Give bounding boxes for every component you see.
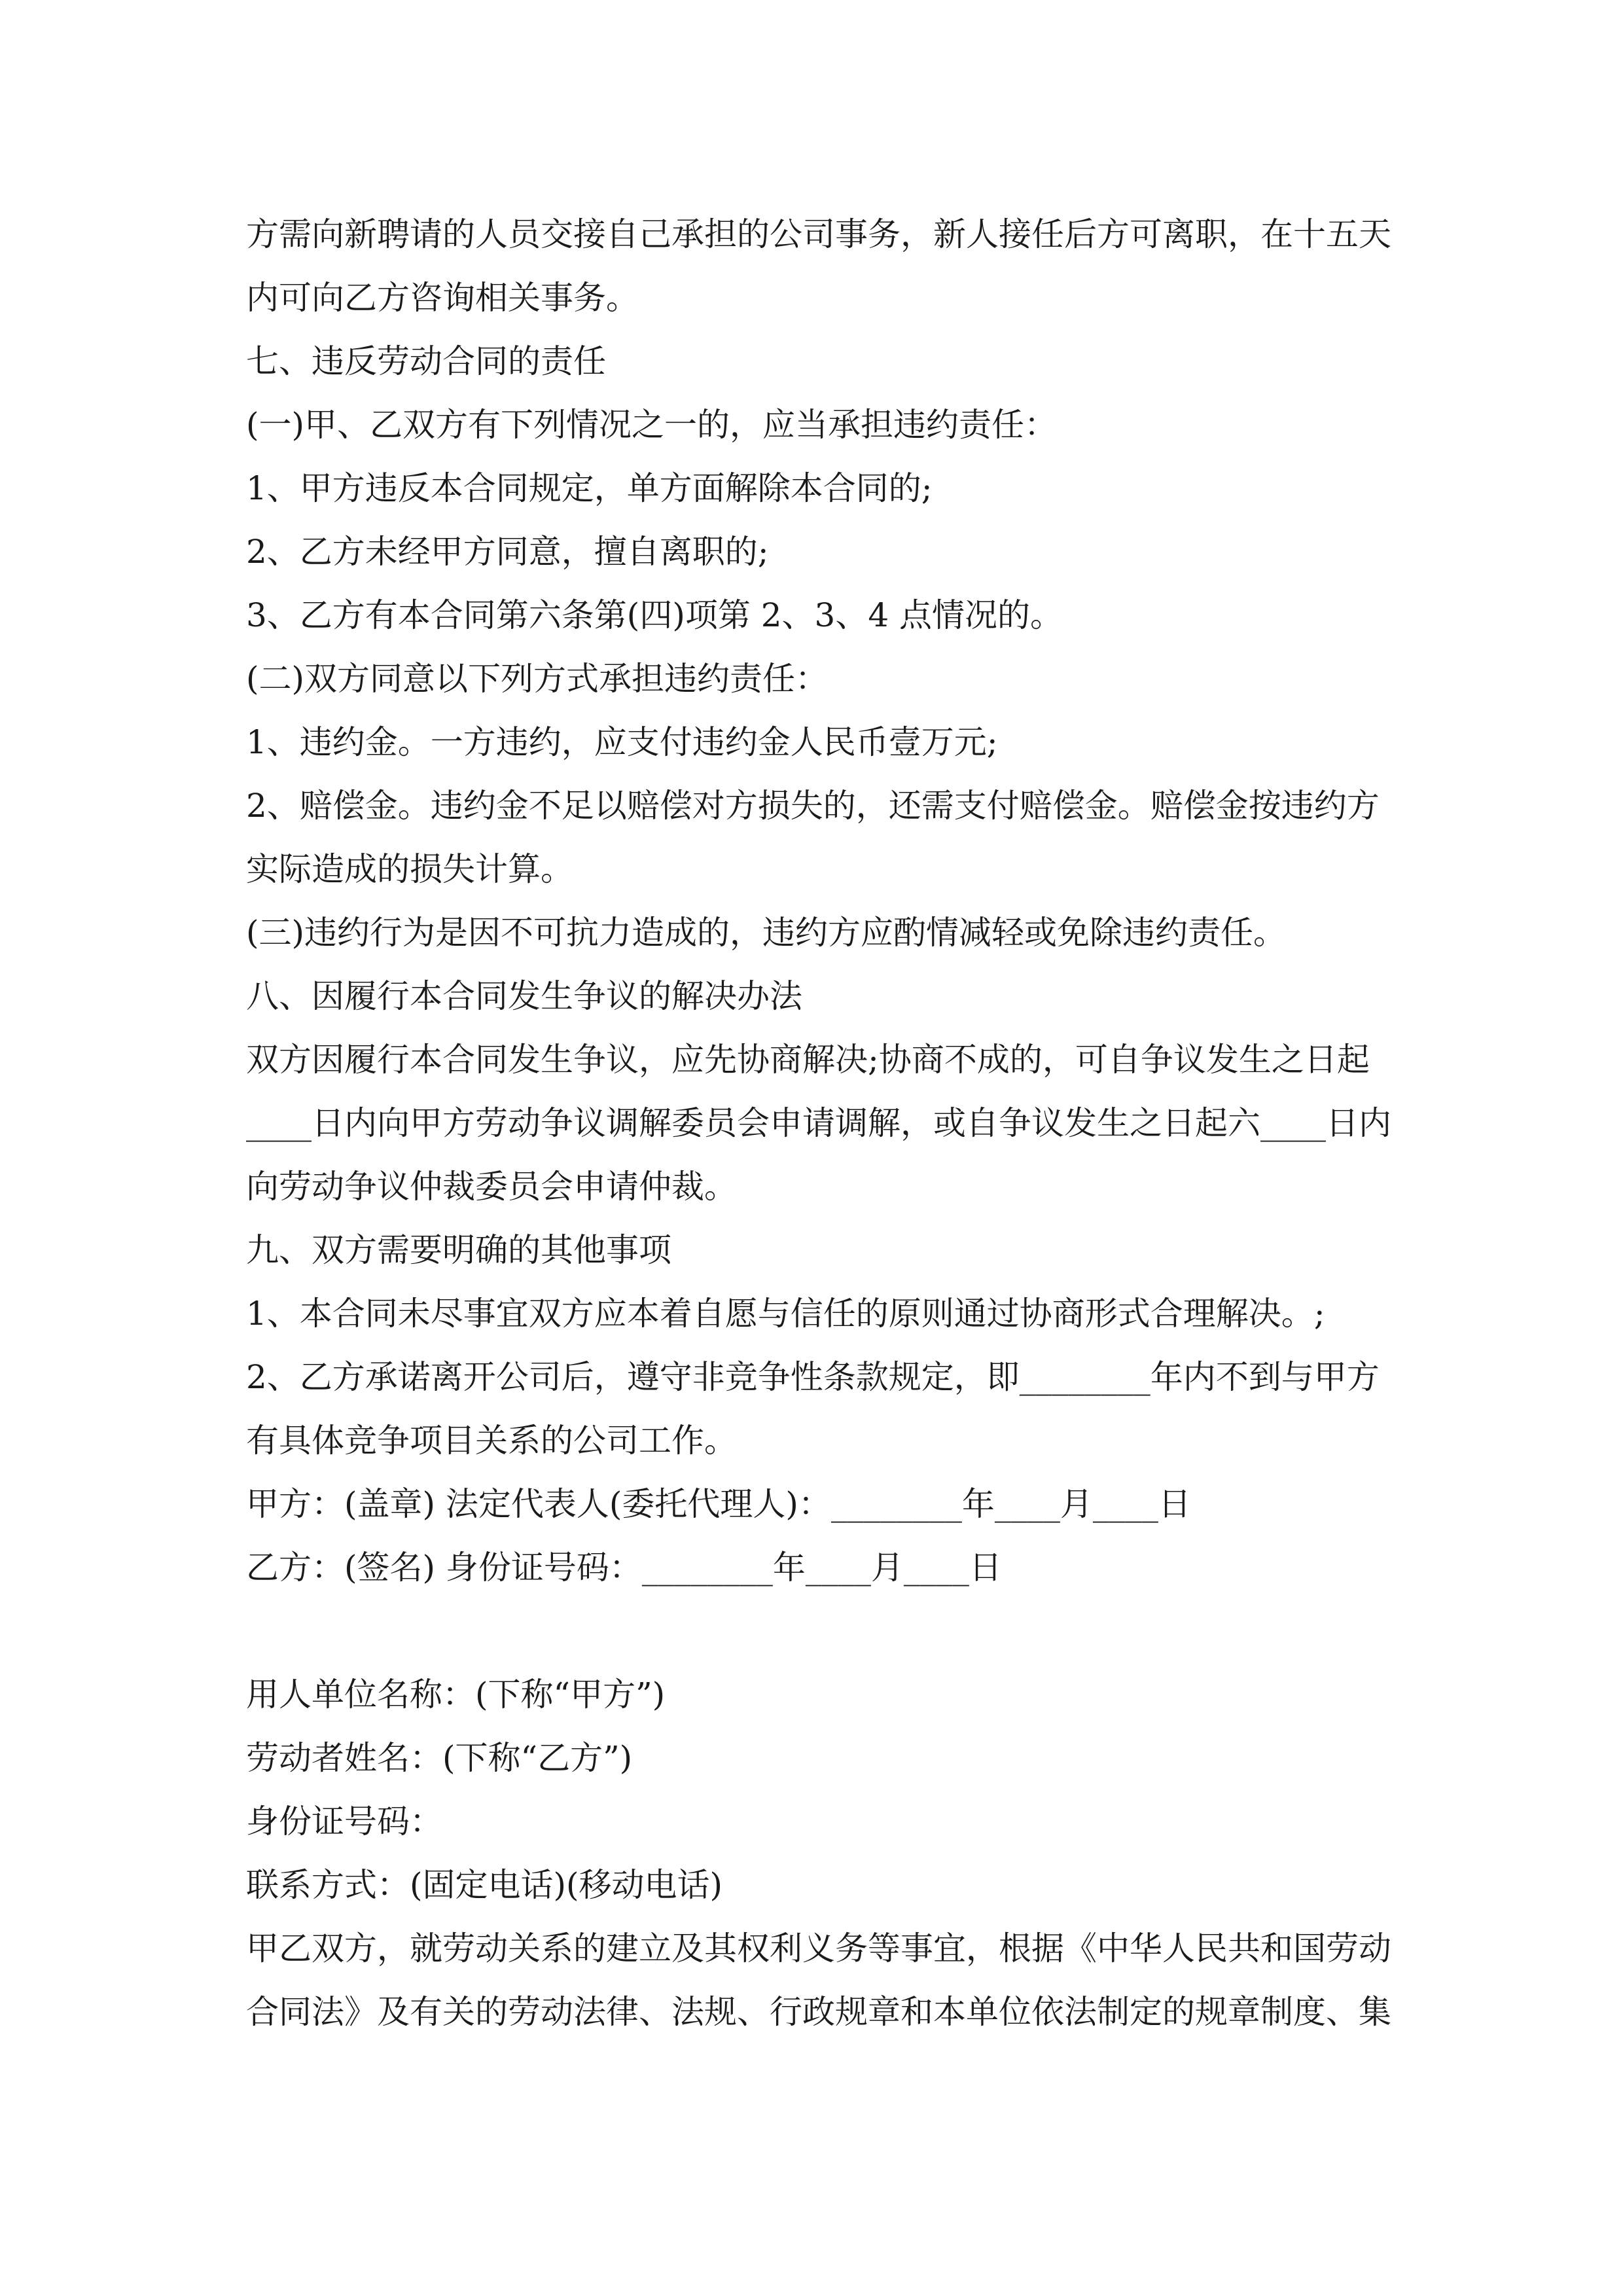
signature-line-party-a: 甲方：(盖章) 法定代表人(委托代理人)：________年____月____日 bbox=[246, 1485, 1191, 1523]
employee-name-line: 劳动者姓名：(下称“乙方”) bbox=[246, 1739, 633, 1777]
text-line: (一)甲、乙双方有下列情况之一的，应当承担违约责任： bbox=[246, 406, 1058, 444]
section-heading: 九、双方需要明确的其他事项 bbox=[246, 1231, 671, 1269]
text-line: 向劳动争议仲裁委员会申请仲裁。 bbox=[246, 1168, 737, 1206]
contact-line: 联系方式：(固定电话)(移动电话) bbox=[246, 1866, 723, 1904]
text-line: (二)双方同意以下列方式承担违约责任： bbox=[246, 660, 829, 698]
text-line: 实际造成的损失计算。 bbox=[246, 850, 573, 888]
text-line: 方需向新聘请的人员交接自己承担的公司事务，新人接任后方可离职，在十五天 bbox=[246, 215, 1391, 253]
section-heading: 八、因履行本合同发生争议的解决办法 bbox=[246, 977, 802, 1015]
id-number-line: 身份证号码： bbox=[246, 1803, 442, 1840]
text-line: ____日内向甲方劳动争议调解委员会申请调解，或自争议发生之日起六____日内 bbox=[246, 1104, 1391, 1142]
text-line: 双方因履行本合同发生争议，应先协商解决;协商不成的，可自争议发生之日起 bbox=[246, 1041, 1370, 1079]
text-line: 2、赔偿金。违约金不足以赔偿对方损失的，还需支付赔偿金。赔偿金按违约方 bbox=[246, 787, 1380, 825]
section-heading: 七、违反劳动合同的责任 bbox=[246, 342, 606, 380]
text-line: (三)违约行为是因不可抗力造成的，违约方应酌情减轻或免除违约责任。 bbox=[246, 914, 1287, 952]
blank-gap bbox=[246, 1600, 1382, 1663]
employer-name-line: 用人单位名称：(下称“甲方”) bbox=[246, 1676, 666, 1713]
document-body bbox=[246, 203, 1391, 2044]
text-line: 1、违约金。一方违约，应支付违约金人民币壹万元; bbox=[246, 723, 998, 761]
text-line: 合同法》及有关的劳动法律、法规、行政规章和本单位依法制定的规章制度、集 bbox=[246, 1993, 1391, 2031]
text-line: 内可向乙方咨询相关事务。 bbox=[246, 279, 639, 317]
text-line: 2、乙方承诺离开公司后，遵守非竞争性条款规定，即________年内不到与甲方 bbox=[246, 1358, 1380, 1396]
signature-line-party-b: 乙方：(签名) 身份证号码：________年____月____日 bbox=[246, 1549, 1002, 1587]
text-line: 1、本合同未尽事宜双方应本着自愿与信任的原则通过协商形式合理解决。; bbox=[246, 1295, 1325, 1333]
text-line: 3、乙方有本合同第六条第(四)项第 2、3、4 点情况的。 bbox=[246, 596, 1063, 634]
text-line: 1、甲方违反本合同规定，单方面解除本合同的; bbox=[246, 469, 933, 507]
text-line: 甲乙双方，就劳动关系的建立及其权利义务等事宜，根据《中华人民共和国劳动 bbox=[246, 1929, 1391, 1967]
text-line: 有具体竞争项目关系的公司工作。 bbox=[246, 1422, 737, 1460]
text-line: 2、乙方未经甲方同意，擅自离职的; bbox=[246, 533, 769, 571]
